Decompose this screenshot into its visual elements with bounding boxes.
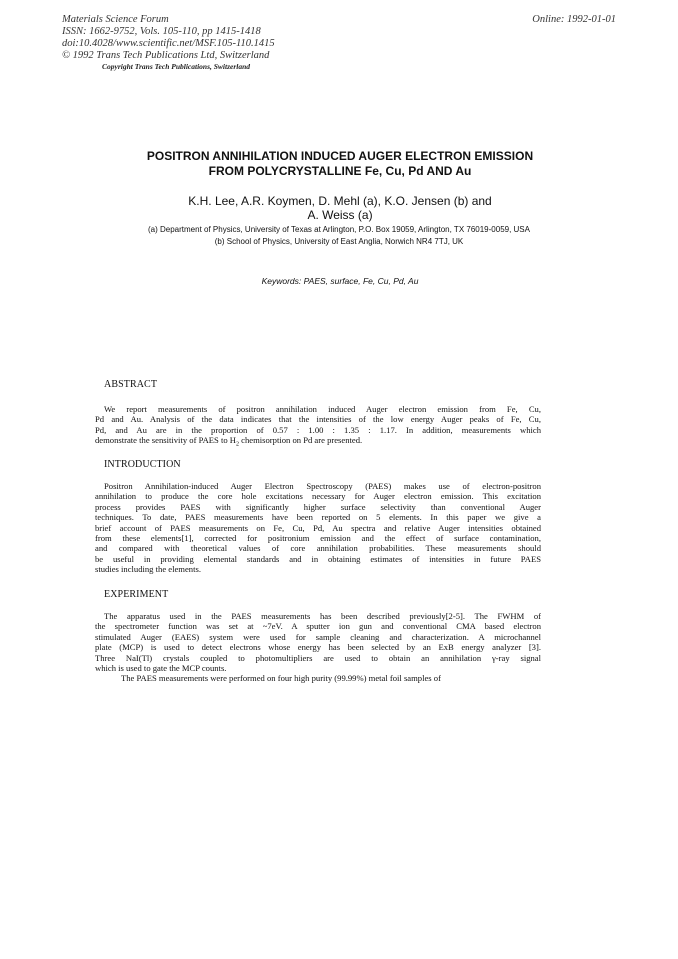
experiment-heading: EXPERIMENT — [104, 589, 169, 600]
abstract-line — [95, 435, 541, 445]
authors-line-1: K.H. Lee, A.R. Koymen, D. Mehl (a), K.O. Jensen (b) and — [188, 194, 492, 208]
author-list — [80, 194, 600, 222]
introduction-line: be useful in providing elemental standards and in obtaining estimates of intensities in future PAES — [95, 553, 541, 564]
abstract-body — [95, 404, 541, 446]
online-date: Online: 1992-01-01 — [532, 14, 616, 25]
introduction-line: brief account of PAES measurements on Fe, Cu, Pd, Au spectra and relative Auger intensities obtained — [95, 522, 541, 533]
affiliation-a: (a) Department of Physics, University of Texas at Arlington, P.O. Box 19059, Arlington, TX 76019-0059, USA — [148, 225, 530, 234]
introduction-line: studies including the elements. — [95, 564, 201, 575]
subscript-2: 2 — [236, 441, 239, 446]
experiment-body — [95, 611, 541, 684]
experiment-line: plate (MCP) is used to detect electrons whose energy has been selected by an ExB energy analyzer [3]. — [95, 642, 541, 653]
introduction-line: Positron Annihilation-induced Auger Electron Spectroscopy (PAES) makes use of electron-positron — [104, 481, 541, 491]
abstract-heading: ABSTRACT — [104, 379, 158, 390]
experiment-line: Three NaI(Tl) crystals coupled to photomultipliers are used to obtain an annihilation γ-ray signal — [95, 652, 541, 663]
authors-line-2: A. Weiss (a) — [307, 208, 373, 222]
abstract-line-text: demonstrate the sensitivity of PAES to H — [95, 435, 236, 446]
abstract-line-text: chemisorption on Pd are presented. — [239, 435, 363, 446]
copyright-line: © 1992 Trans Tech Publications Ltd, Switzerland — [62, 50, 270, 61]
paper-title — [80, 149, 600, 179]
introduction-line: process provides PAES with significantly higher surface selectivity than conventional Auger — [95, 501, 541, 512]
abstract-line: Pd, and Au are in the proportion of 0.57 : 1.00 : 1.35 : 1.17. In addition, measurements which — [95, 424, 541, 435]
affiliation-b: (b) School of Physics, University of East Anglia, Norwich NR4 7TJ, UK — [214, 237, 464, 246]
abstract-line: Pd and Au. Analysis of the data indicates that the intensities of the low energy Auger peaks of Fe, Cu, — [95, 414, 541, 425]
experiment-line: The apparatus used in the PAES measurements has been described previously[2-5]. The FWHM of — [104, 611, 541, 621]
doi-line: doi:10.4028/www.scientific.net/MSF.105-110.1415 — [62, 38, 275, 49]
copyright-stamp: Copyright Trans Tech Publications, Switzerland — [102, 62, 251, 71]
title-line-2: FROM POLYCRYSTALLINE Fe, Cu, Pd AND Au — [208, 164, 472, 178]
keywords: Keywords: PAES, surface, Fe, Cu, Pd, Au — [261, 276, 419, 286]
introduction-line: annihilation to produce the core hole excitations necessary for Auger electron emission. This excitation — [95, 491, 541, 502]
affiliations — [60, 224, 618, 248]
experiment-line: which is used to gate the MCP counts. — [95, 663, 227, 674]
abstract-line: We report measurements of positron annihilation induced Auger electron emission from Fe, Cu, — [104, 404, 541, 414]
introduction-line: and compared with theoretical values of core annihilation probabilities. These measurements should — [95, 543, 541, 554]
experiment-line: the spectrometer function was set at ~7eV. A sputter ion gun and conventional CMA based electron — [95, 621, 541, 632]
experiment-line: stimulated Auger (EAES) system were used for sample cleaning and characterization. A microchannel — [95, 631, 541, 642]
title-line-1: POSITRON ANNIHILATION INDUCED AUGER ELECTRON EMISSION — [146, 149, 534, 163]
introduction-line: techniques. To date, PAES measurements have been reported on 5 elements. In this paper we give a — [95, 512, 541, 523]
introduction-body — [95, 481, 541, 575]
experiment-line: The PAES measurements were performed on four high purity (99.99%) metal foil samples of — [121, 673, 441, 684]
introduction-line: from these elements[1], corrected for positronium emission and the effect of surface contamination, — [95, 533, 541, 544]
publication-header — [62, 14, 275, 72]
journal-name: Materials Science Forum — [62, 14, 169, 25]
introduction-heading: INTRODUCTION — [104, 459, 181, 470]
issn-line: ISSN: 1662-9752, Vols. 105-110, pp 1415-1418 — [62, 26, 261, 37]
